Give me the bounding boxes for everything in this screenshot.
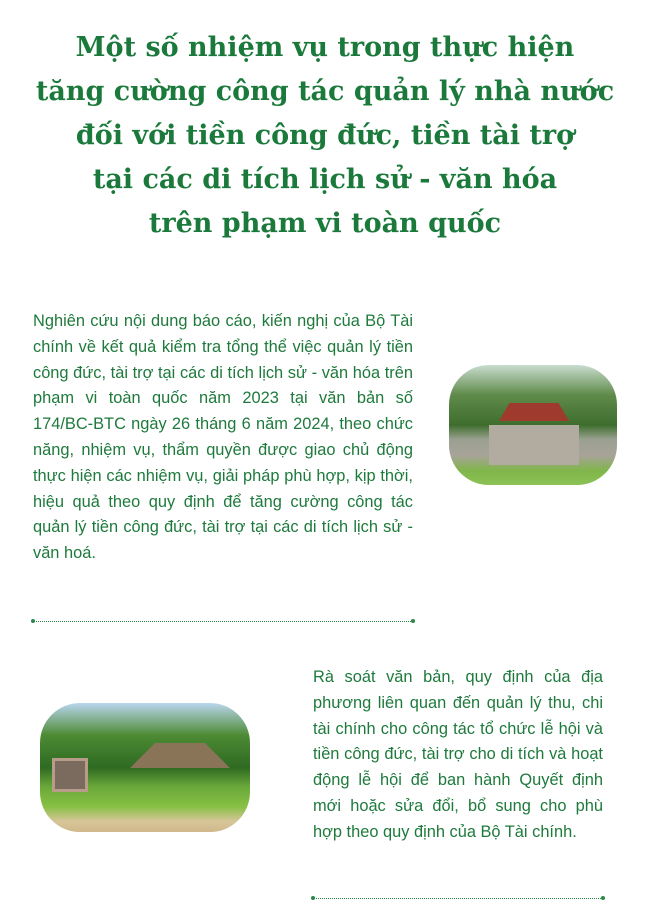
gate-building — [489, 425, 579, 465]
stilt-house-photo — [40, 703, 250, 832]
section-2-text: Rà soát văn bản, quy định của địa phương liên quan đến quản lý thu, chi tài chính cho công tác tổ chức lễ hội và tiền công đức, tài trợ cho di tích và hoạt động lễ hội để ban hành Quyết định mới hoặc sửa đổi, bổ sung cho phù hợp theo quy định của Bộ Tài chính. — [313, 668, 603, 841]
title-line: đối với tiền công đức, tiền tài trợ — [75, 120, 575, 151]
title-line: trên phạm vi toàn quốc — [148, 208, 502, 239]
dotted-divider — [313, 898, 603, 899]
title-line: Một số nhiệm vụ trong thực hiện — [75, 32, 575, 63]
stone-sign — [52, 758, 88, 792]
title-line: tại các di tích lịch sử - văn hóa — [92, 164, 558, 195]
section-1-text: Nghiên cứu nội dung báo cáo, kiến nghị của Bộ Tài chính về kết quả kiểm tra tổng thể việc quản lý tiền công đức, tài trợ tại các di tích lịch sử - văn hóa trên phạm vi toàn quốc năm 2023 tại văn bản số 174/BC-BTC ngày 26 tháng 6 năm 2024, theo chức năng, nhiệm vụ, thẩm quyền được giao chủ động thực hiện các nhiệm vụ, giải pháp phù hợp, kịp thời, hiệu quả theo quy định để tăng cường công tác quản lý tiền công đức, tài trợ tại các di tích lịch sử - văn hoá. — [33, 312, 413, 563]
historic-gate-photo — [449, 365, 617, 485]
page-title — [0, 26, 650, 246]
thatched-hut — [130, 743, 230, 768]
dotted-divider — [33, 621, 413, 622]
title-line: tăng cường công tác quản lý nhà nước — [35, 76, 615, 107]
